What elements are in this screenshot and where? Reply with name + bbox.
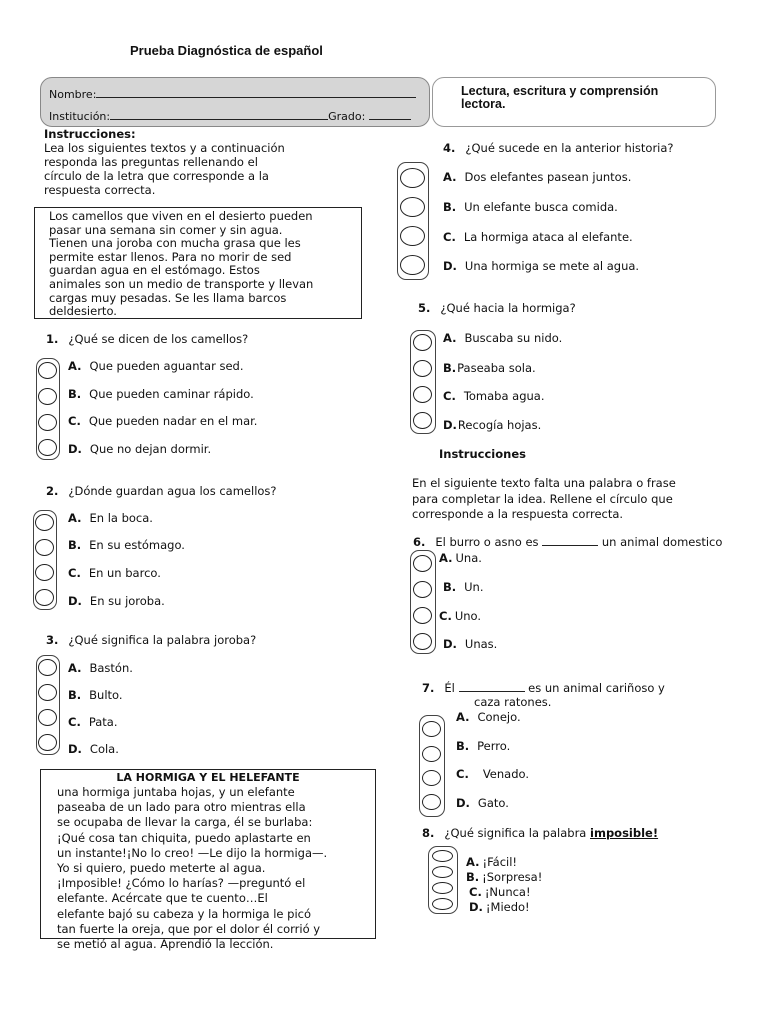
institution-row (49, 108, 411, 123)
option-d: D. Gato. (456, 796, 509, 810)
camel-text-line: Los camellos que viven en el desierto pueden (49, 209, 313, 223)
bubble-c[interactable] (413, 386, 432, 403)
instructions-line: Lea los siguientes textos y a continuación (44, 141, 285, 155)
bubble-a[interactable] (413, 334, 432, 351)
highlighted-word: imposible! (590, 826, 659, 840)
option-a: A. ¡Fácil! (466, 855, 518, 869)
option-a: A. Que pueden aguantar sed. (68, 359, 244, 373)
question-7: 7. Él es un animal cariñoso y (422, 681, 665, 695)
bubble-d[interactable] (400, 255, 425, 275)
bubble-d[interactable] (422, 794, 441, 810)
option-a: A. Conejo. (456, 710, 521, 724)
name-row (49, 86, 416, 101)
instructions-line: para completar la idea. Rellene el círculo que (412, 491, 673, 506)
question-number: 7. (422, 681, 435, 695)
bubble-d[interactable] (413, 412, 432, 429)
option-c: C. Que pueden nadar en el mar. (68, 414, 258, 428)
option-a: A. En la boca. (68, 511, 153, 525)
instructions-line: En el siguiente texto falta una palabra o frase (412, 476, 676, 490)
bubble-d[interactable] (38, 439, 57, 456)
question-number: 6. (413, 535, 426, 549)
student-info-box (40, 77, 430, 127)
story-line: paseaba de un lado para otro mientras ella (57, 800, 306, 815)
answer-bubbles-q5 (410, 330, 436, 434)
option-c: C. ¡Nunca! (469, 885, 531, 899)
instructions-block (44, 127, 344, 197)
bubble-a[interactable] (432, 850, 453, 862)
bubble-c[interactable] (413, 607, 432, 624)
story-line: ¡Imposible! ¿Cómo lo harías? —preguntó el (57, 876, 306, 891)
option-d: D. Cola. (68, 742, 119, 756)
story-line: ¡Qué cosa tan chiquita, puedo aplastarte en (57, 830, 311, 845)
camel-text-line: Tienen una joroba con mucha grasa que les (49, 236, 301, 251)
option-b: B.Paseaba sola. (443, 361, 536, 375)
option-b: B. Perro. (456, 739, 511, 753)
institution-field[interactable] (110, 108, 328, 120)
question-8: 8. ¿Qué significa la palabra imposible! (422, 826, 659, 840)
question-4 (443, 141, 674, 155)
bubble-b[interactable] (413, 360, 432, 377)
bubble-c[interactable] (38, 709, 57, 726)
answer-bubbles-q4 (397, 162, 429, 280)
option-c: C. Venado. (456, 767, 529, 781)
name-label: Nombre: (49, 88, 97, 101)
question-number: 8. (422, 826, 435, 840)
bubble-a[interactable] (422, 721, 441, 737)
instructions-line: responda las preguntas rellenando el (44, 155, 258, 169)
story-line: tan fuerte la oreja, que por el dolor él corrió y (57, 921, 321, 936)
story-line: se ocupaba de llevar la carga, él se burlaba: (57, 815, 313, 830)
story-line: se metió al agua. Aprendió la lección. (57, 937, 274, 952)
bubble-d[interactable] (38, 734, 57, 751)
option-b: B. Bulto. (68, 688, 123, 702)
option-c: C. Uno. (439, 609, 482, 623)
option-d: D. ¡Miedo! (469, 900, 530, 914)
instructions-line: círculo de la letra que corresponde a la (44, 169, 269, 183)
instructions-line: corresponde a la respuesta correcta. (412, 507, 624, 521)
camel-text-line: guardan agua en el estómago. Estos (49, 263, 260, 278)
option-b: B. Un. (443, 580, 484, 594)
bubble-c[interactable] (35, 564, 54, 581)
bubble-b[interactable] (413, 581, 432, 598)
story-line: una hormiga juntaba hojas, y un elefante (57, 785, 295, 799)
bubble-a[interactable] (38, 659, 57, 676)
grade-label: Grado: (328, 110, 366, 123)
option-b: B. Un elefante busca comida. (443, 200, 618, 214)
question-text: ¿Qué sucede en la anterior historia? (465, 141, 674, 155)
bubble-a[interactable] (38, 362, 57, 379)
instructions-2-block (412, 476, 762, 523)
section-title: Lectura, escritura y comprensión lectora. (461, 84, 659, 111)
option-c: C. Tomaba agua. (443, 389, 545, 403)
option-c: C. La hormiga ataca al elefante. (443, 230, 633, 244)
option-d: D. Unas. (443, 637, 498, 651)
option-d: D. Una hormiga se mete al agua. (443, 259, 640, 273)
bubble-b[interactable] (38, 388, 57, 405)
camel-text-line: permite estar llenos. Para no morir de sed (49, 249, 292, 264)
question-number: 2. (46, 484, 59, 498)
camel-text-line: pasar una semana sin comer y sin agua. (49, 222, 283, 237)
option-c: C. En un barco. (68, 566, 161, 580)
question-text: ¿Qué hacia la hormiga? (440, 301, 576, 315)
bubble-a[interactable] (400, 168, 425, 188)
option-b: B. ¡Sorpresa! (466, 870, 543, 884)
name-field[interactable] (96, 86, 416, 98)
instructions-2-title: Instrucciones (439, 447, 526, 461)
answer-blank (459, 681, 525, 692)
bubble-b[interactable] (38, 684, 57, 701)
story-line: elefante. Acércate que te cuento…El (57, 891, 268, 906)
question-number: 3. (46, 633, 59, 647)
question-7-line2: caza ratones. (474, 695, 552, 709)
camel-text-line: animales son un medio de transporte y llevan (49, 276, 314, 291)
bubble-c[interactable] (400, 226, 425, 246)
instructions-line: respuesta correcta. (44, 183, 156, 197)
option-d: D. En su joroba. (68, 594, 165, 608)
question-number: 1. (46, 332, 59, 346)
option-d: D.Recogía hojas. (443, 418, 542, 432)
bubble-c[interactable] (432, 882, 453, 894)
bubble-d[interactable] (413, 633, 432, 650)
bubble-a[interactable] (413, 555, 432, 572)
option-b: B. Que pueden caminar rápido. (68, 387, 254, 401)
story-line: un instante!¡No lo creo! —Le dijo la hormiga—. (57, 845, 328, 860)
bubble-b[interactable] (35, 539, 54, 556)
question-5 (418, 301, 576, 315)
option-b: B. En su estómago. (68, 538, 185, 552)
question-2 (46, 484, 277, 498)
question-1 (46, 332, 248, 346)
section-title-box (432, 77, 716, 127)
bubble-b[interactable] (422, 746, 441, 762)
answer-bubbles-q8 (428, 846, 458, 914)
answer-bubbles-q1 (36, 358, 60, 460)
question-6: 6. El burro o asno es un animal domestico (413, 535, 723, 549)
option-a: A. Dos elefantes pasean juntos. (443, 170, 632, 184)
option-a: A. Buscaba su nido. (443, 331, 563, 345)
answer-bubbles-q3 (36, 655, 60, 755)
page-title: Prueba Diagnóstica de español (130, 43, 323, 58)
camel-text-line: cargas muy pesadas. Se les llama barcos (49, 290, 287, 305)
question-number: 4. (443, 141, 456, 155)
bubble-c[interactable] (38, 414, 57, 431)
question-text: ¿Dónde guardan agua los camellos? (68, 484, 277, 498)
story-box (40, 769, 376, 952)
story-line: elefante bajó su cabeza y la hormiga le picó (57, 906, 312, 921)
question-3 (46, 633, 256, 647)
bubble-d[interactable] (432, 898, 453, 910)
option-c: C. Pata. (68, 715, 118, 729)
grade-field[interactable] (369, 108, 411, 120)
answer-bubbles-q2 (33, 510, 57, 610)
camel-text-box (34, 207, 362, 319)
camel-text-line: deldesierto. (49, 304, 117, 319)
bubble-a[interactable] (35, 514, 54, 531)
story-title: LA HORMIGA Y EL HELEFANTE (116, 771, 300, 784)
question-text: ¿Qué significa la palabra joroba? (68, 633, 257, 647)
option-a: A. Bastón. (68, 661, 133, 675)
answer-blank (542, 535, 598, 546)
bubble-c[interactable] (422, 770, 441, 786)
option-a: A. Una. (439, 551, 482, 565)
question-number: 5. (418, 301, 431, 315)
answer-bubbles-q7 (419, 715, 445, 817)
institution-label: Institución: (49, 110, 111, 123)
answer-bubbles-q6 (410, 550, 436, 654)
story-line: Yo si quiero, puedo meterte al agua. (57, 861, 266, 876)
question-text: ¿Qué se dicen de los camellos? (68, 332, 249, 346)
bubble-b[interactable] (400, 197, 425, 217)
bubble-b[interactable] (432, 866, 453, 878)
option-d: D. Que no dejan dormir. (68, 442, 212, 456)
bubble-d[interactable] (35, 589, 54, 606)
instructions-title: Instrucciones: (44, 127, 136, 141)
